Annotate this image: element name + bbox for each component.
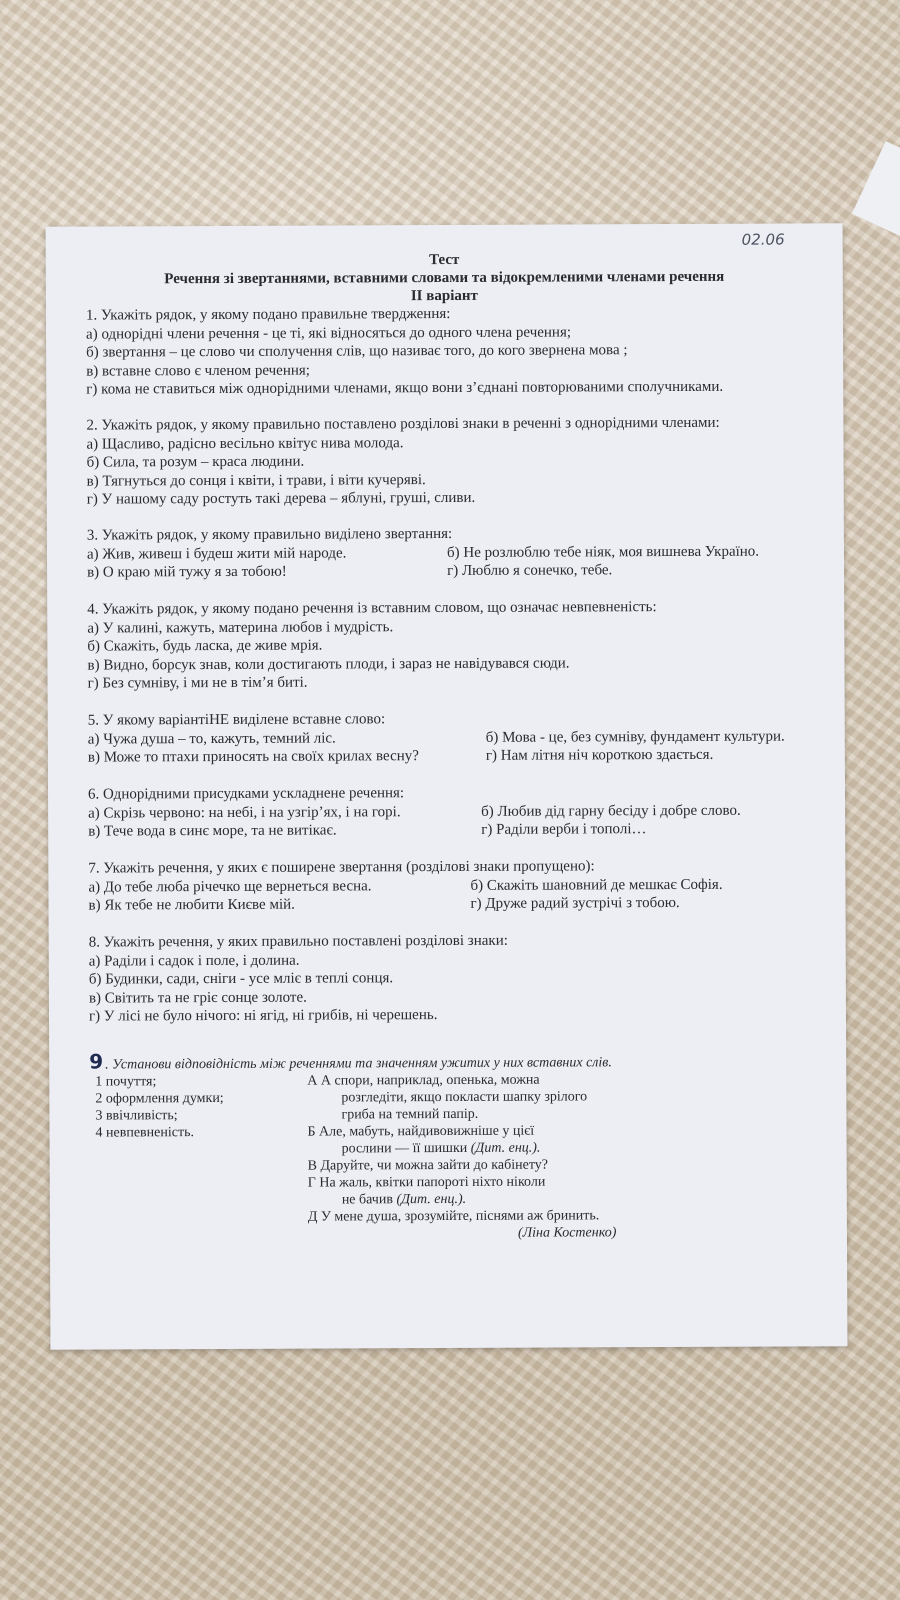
answer-option-c: в) Тягнуться до сонця і квіти, і трави, і віти кучеряві. — [86, 471, 426, 490]
answer-option-a: а) До тебе люба річечко ще вернеться весна. — [88, 877, 372, 896]
test-sheet — [46, 223, 848, 1349]
answer-option-c: в) Тече вода в синє море, та не витікає. — [88, 822, 337, 840]
sentence-d-cont: не бачив (Дит. енц.). — [341, 1191, 467, 1208]
sentence-a: А А спори, наприклад, опенька, можна — [307, 1072, 540, 1089]
sentence-a-cont: розгледіти, якщо покласти шапку зрілого — [341, 1089, 588, 1106]
question-8 — [89, 930, 826, 1026]
answer-option-c: в) Може то птахи приносять на своїх крилах весну? — [87, 748, 419, 766]
question-prompt: 3. Укажіть рядок, у якому правильно виділено звертання: — [86, 525, 453, 544]
question-9 — [89, 1049, 826, 1241]
question-prompt: 5. У якому варіантіНЕ виділене вставне слово: — [87, 711, 386, 729]
question-4 — [87, 597, 824, 693]
answer-option-a: а) У калині, кажуть, материна любов і мудрість. — [87, 618, 394, 637]
background-paper-corner — [852, 141, 900, 239]
sentence-b-cont: рослини — її шишки (Дит. енц.). — [341, 1140, 541, 1157]
question-prompt: 8. Укажіть речення, у яких правильно поставлені розділові знаки: — [88, 932, 508, 951]
question-2 — [86, 413, 823, 509]
answer-option-a: а) Раділи і садок і поле, і долина. — [88, 952, 300, 970]
sentence-list — [307, 1071, 668, 1243]
question-prompt: 1. Укажіть рядок, у якому подано правильне твердження: — [85, 305, 451, 324]
answer-row — [88, 893, 825, 915]
source-citation: (Дит. енц.). — [470, 1140, 541, 1156]
handwritten-number: 9 — [89, 1049, 104, 1074]
answer-option-c: в) Як тебе не любити Києве мій. — [88, 896, 295, 914]
answer-option-b: б) Мова - це, без сумніву, фундамент культури. — [485, 728, 785, 746]
answer-row — [88, 819, 825, 841]
author-citation: (Ліна Костенко) — [517, 1225, 617, 1241]
answer-option-a: а) Скрізь червоно: на небі, і на узгір’ях, і на горі. — [88, 803, 401, 822]
answer-option-d: г) Нам літня ніч короткою здається. — [485, 746, 714, 764]
answer-option-d: г) Люблю я сонечко, тебе. — [447, 562, 613, 579]
question-prompt: 2. Укажіть рядок, у якому правильно поставлено розділові знаки в реченні з однорідними членами: — [86, 414, 720, 434]
answer-option-a: а) Чужа душа – то, кажуть, темний ліс. — [87, 729, 336, 748]
answer-option-b: б) Любив дід гарну бесіду і добре слово. — [481, 802, 741, 820]
answer-option-b: б) Не розлюблю тебе ніяк, моя вишнева Україно. — [446, 543, 760, 561]
sentence-d: Г На жаль, квітки папороті ніхто ніколи — [307, 1174, 546, 1191]
answer-option-a: а) Жив, живеш і будеш жити мій народе. — [86, 544, 347, 563]
sentence-e: Д У мене душа, зрозумійте, піснями аж бринить. — [307, 1208, 600, 1225]
question-6 — [88, 782, 825, 841]
sentence-b: Б Але, мабуть, найдивовижніше у цієї — [307, 1123, 535, 1140]
question-7 — [88, 856, 825, 915]
question-prompt: 7. Укажіть речення, у яких є поширене звертання (розділові знаки пропущено): — [88, 858, 595, 877]
answer-option-b: б) Сила, та розум – краса людини. — [86, 453, 305, 471]
source-citation: (Дит. енц.). — [396, 1191, 467, 1208]
answer-option-c: в) вставне слово є членом речення; — [86, 362, 310, 380]
answer-option-c: в) Світить та не гріє сонце золоте. — [88, 989, 307, 1007]
answer-option-b: б) Скажіть шановний де мешкає Софія. — [470, 876, 723, 894]
meaning-item: 2 оформлення думки; — [95, 1090, 224, 1107]
sentence-a-cont: гриба на темний папір. — [341, 1106, 479, 1123]
meaning-item: 3 ввічливість; — [95, 1108, 178, 1124]
answer-option-a: а) Щасливо, радісно весільно квітує нива молода. — [86, 434, 404, 453]
test-title: Тест — [429, 251, 460, 269]
answer-option-d: г) У лісі не було нічого: ні ягід, ні грибів, ні черешень. — [88, 1007, 438, 1025]
handwritten-date: 02.06 — [741, 230, 785, 249]
answer-option-d: г) кома не ставиться між однорідними членами, якщо вони з’єднані повторюваними сполучниками. — [86, 378, 724, 398]
question-5 — [88, 708, 825, 767]
answer-option-d: г) Без сумніву, і ми не в тім’я биті. — [87, 674, 308, 692]
question-3 — [87, 523, 824, 582]
test-variant: ІІ варіант — [410, 287, 478, 305]
meaning-item: 4 невпевненість. — [95, 1125, 194, 1141]
answer-option-c: в) Видно, борсук знав, коли достигають плоди, і зараз не навідувався сюди. — [87, 654, 570, 674]
answer-option-d: г) У нашому саду ростуть такі дерева – яблуні, груші, сливи. — [86, 489, 476, 508]
answer-option-b: б) звертання – це слово чи сполучення слів, що називає того, до кого звернена мова ; — [86, 342, 628, 361]
answer-option-d: г) Друже радий зустрічі з тобою. — [470, 894, 680, 912]
question-prompt: 9 . Установи відповідність між реченнями та значенням ужитих у них вставних слів. — [89, 1049, 612, 1074]
answer-option-b: б) Будинки, сади, сніги - усе мліє в теплі сонця. — [88, 970, 394, 988]
question-prompt: 6. Однорідними присудками ускладнене речення: — [87, 785, 405, 803]
answer-row — [87, 560, 824, 582]
answer-option-d: г) Раділи верби і тополі… — [481, 821, 647, 838]
meaning-list — [95, 1073, 224, 1142]
answer-option-c: в) О краю мій тужу я за тобою! — [87, 563, 287, 581]
answer-option-b: б) Скажіть, будь ласка, де живе мрія. — [87, 637, 323, 655]
question-prompt: 4. Укажіть рядок, у якому подано речення із вставним словом, що означає невпевненість: — [87, 599, 657, 618]
answer-row — [88, 745, 825, 767]
question-1 — [86, 303, 823, 399]
answer-option-a: а) однорідні члени речення - це ті, які відносяться до одного члена речення; — [85, 323, 572, 343]
meaning-item: 1 почуття; — [95, 1074, 157, 1090]
sentence-c: В Даруйте, чи можна зайти до кабінету? — [307, 1157, 548, 1174]
test-subtitle: Речення зі звертаннями, вставними словами та відокремленими членами речення — [164, 268, 725, 288]
